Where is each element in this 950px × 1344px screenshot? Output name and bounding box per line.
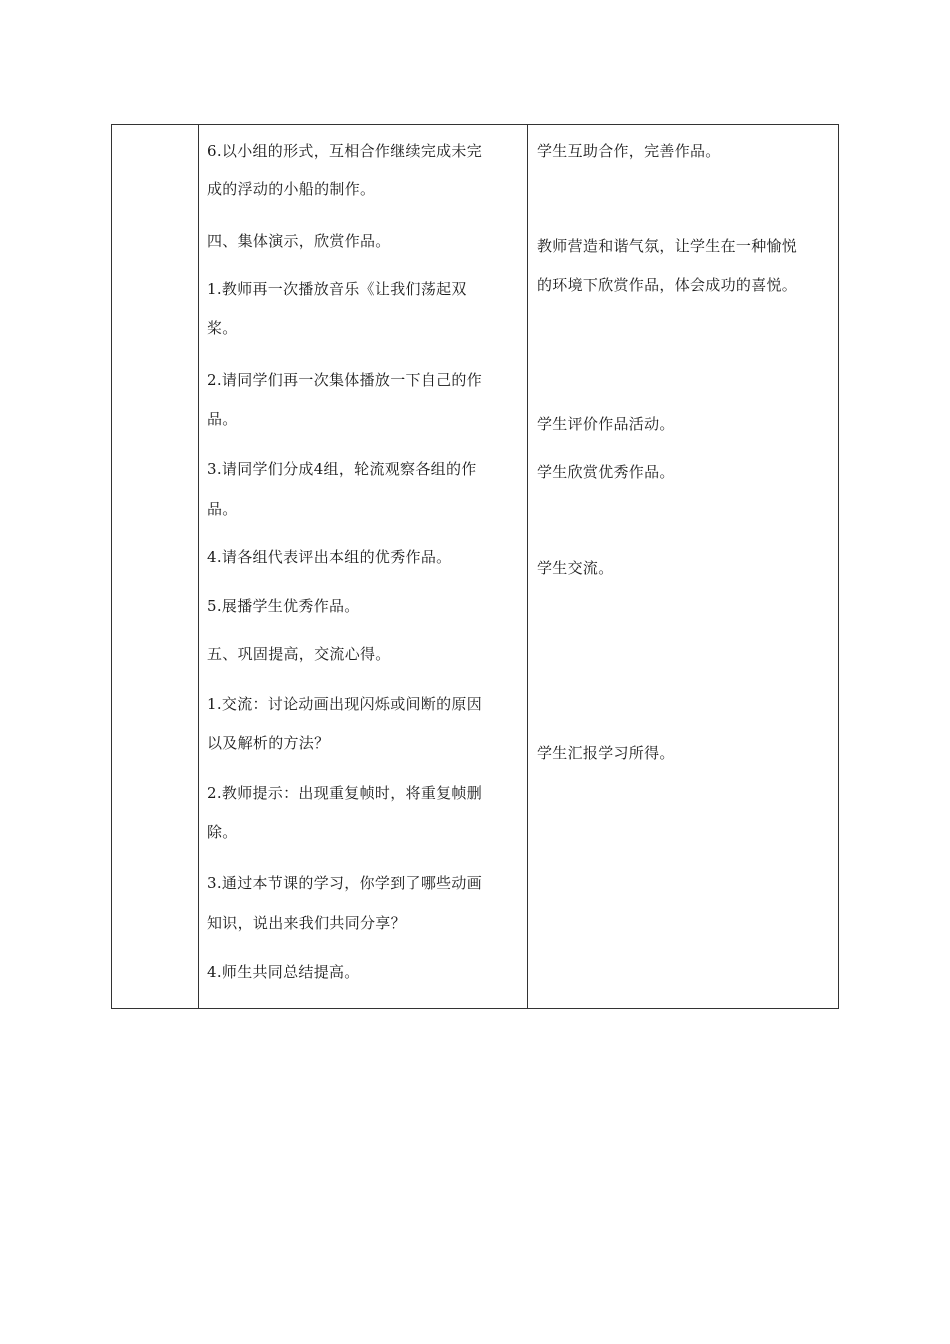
- teacher-activity-line: 4.请各组代表评出本组的优秀作品。: [207, 548, 452, 566]
- student-activity-line: 教师营造和谐气氛，让学生在一种愉悦: [537, 237, 798, 255]
- teacher-activity-line: 2.教师提示：出现重复帧时，将重复帧删: [207, 784, 483, 802]
- student-activity-line: 学生汇报学习所得。: [537, 744, 675, 762]
- teacher-activity-line: 知识，说出来我们共同分享？: [207, 914, 406, 932]
- teacher-activity-line: 桨。: [207, 319, 238, 337]
- teacher-activity-line: 品。: [207, 500, 238, 518]
- teacher-activity-line: 2.请同学们再一次集体播放一下自己的作: [207, 371, 483, 389]
- teacher-activity-line: 4.师生共同总结提高。: [207, 963, 360, 981]
- teacher-activity-line: 1.交流：讨论动画出现闪烁或间断的原因: [207, 695, 483, 713]
- section-heading-demo: 四、集体演示，欣赏作品。: [207, 232, 391, 250]
- column-divider-left: [198, 125, 199, 1008]
- student-activity-line: 学生评价作品活动。: [537, 415, 675, 433]
- student-activity-line: 学生欣赏优秀作品。: [537, 463, 675, 481]
- teacher-activity-line: 6.以小组的形式，互相合作继续完成未完: [207, 142, 483, 160]
- teacher-activity-line: 1.教师再一次播放音乐《让我们荡起双: [207, 280, 467, 298]
- lesson-plan-table: [111, 124, 839, 1009]
- section-heading-consolidate: 五、巩固提高，交流心得。: [207, 645, 391, 663]
- teacher-activity-line: 3.通过本节课的学习，你学到了哪些动画: [207, 874, 483, 892]
- column-divider-right: [527, 125, 528, 1008]
- teacher-activity-line: 5.展播学生优秀作品。: [207, 597, 360, 615]
- teacher-activity-line: 成的浮动的小船的制作。: [207, 180, 376, 198]
- student-activity-line: 学生交流。: [537, 559, 614, 577]
- teacher-activity-line: 除。: [207, 823, 238, 841]
- teacher-activity-line: 品。: [207, 410, 238, 428]
- teacher-activity-line: 以及解析的方法？: [207, 734, 330, 752]
- student-activity-line: 的环境下欣赏作品，体会成功的喜悦。: [537, 276, 798, 294]
- teacher-activity-line: 3.请同学们分成4组，轮流观察各组的作: [207, 460, 477, 478]
- student-activity-line: 学生互助合作，完善作品。: [537, 142, 721, 160]
